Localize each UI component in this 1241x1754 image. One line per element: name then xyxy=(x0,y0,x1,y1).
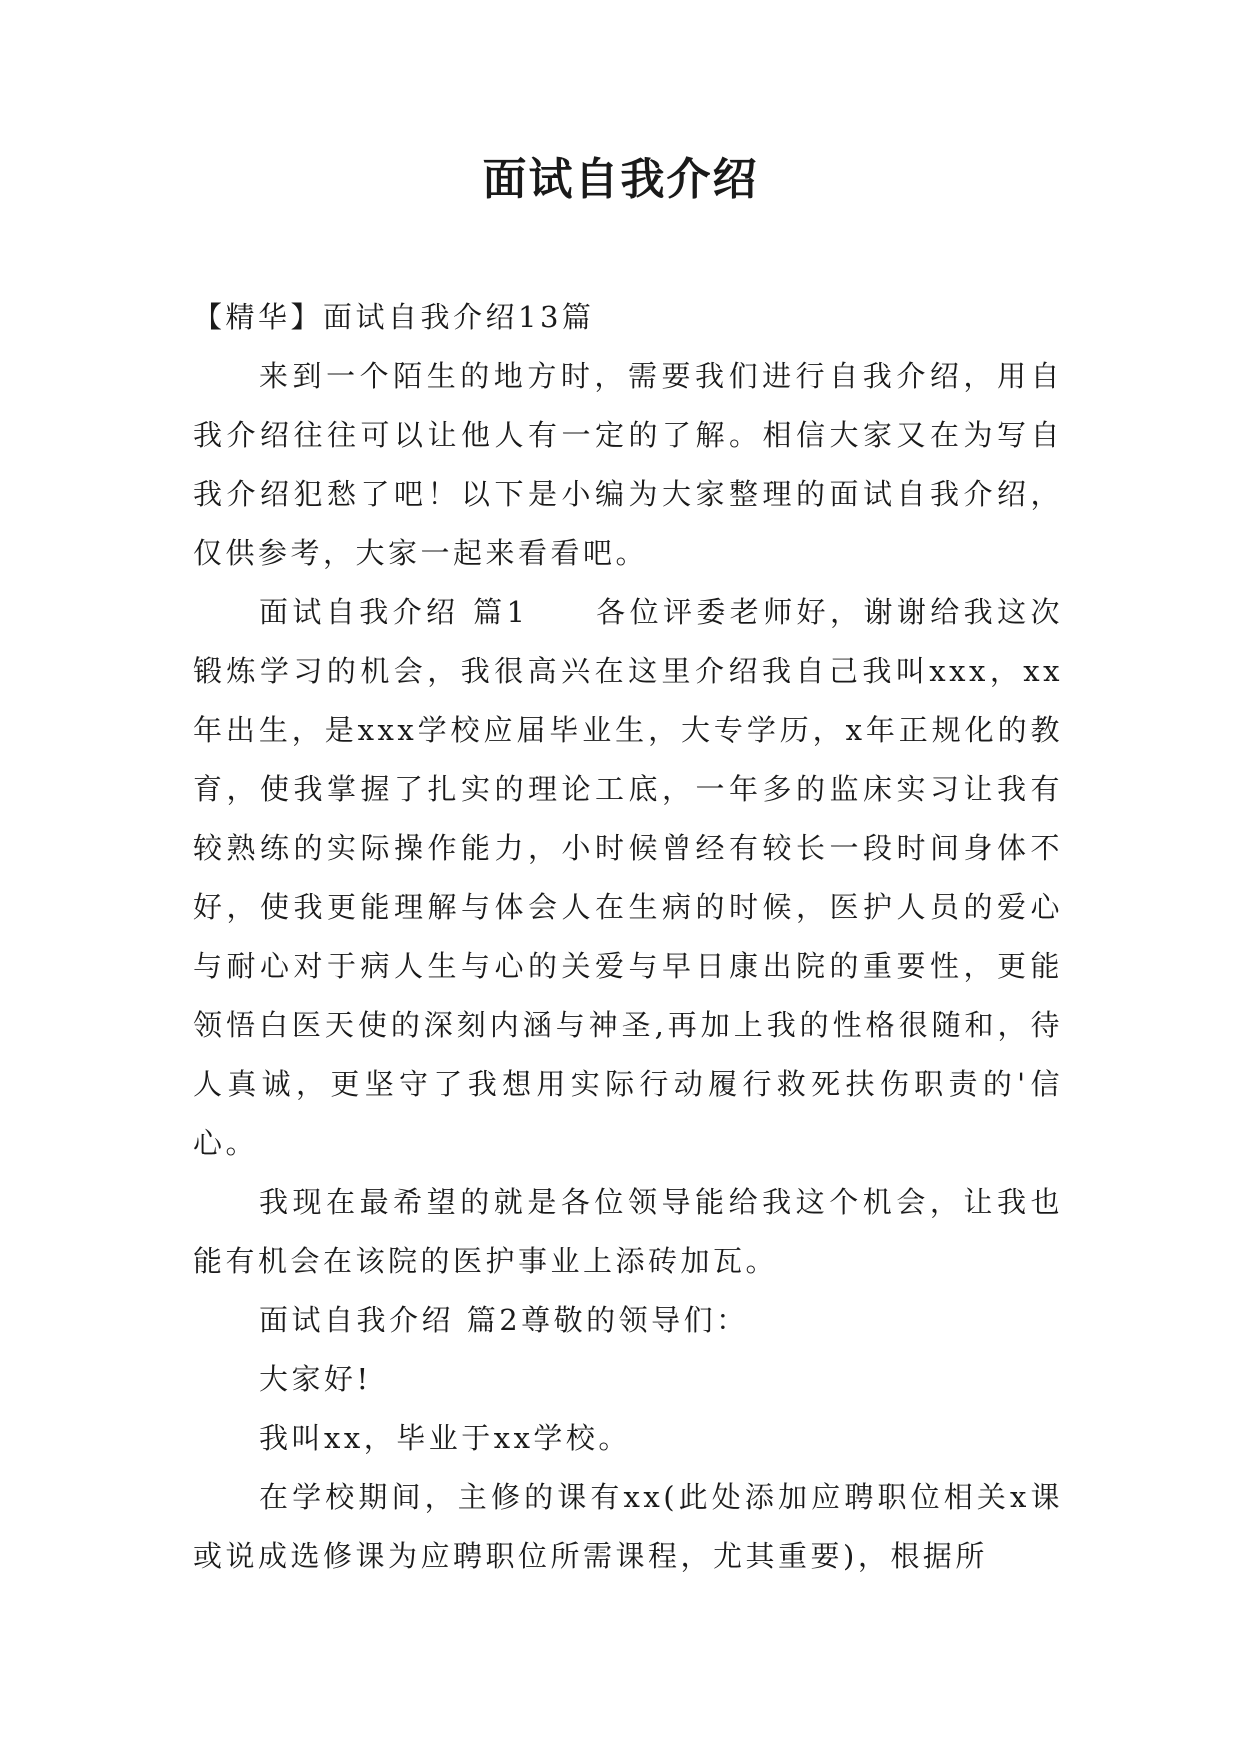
paragraph: 在学校期间，主修的课有xx(此处添加应聘职位相关x课或说成选修课为应聘职位所需课程，尤其重要)，根据所 xyxy=(193,1480,1063,1573)
paragraph: 面试自我介绍 篇2尊敬的领导们： xyxy=(259,1303,749,1337)
document-subtitle: 【精华】面试自我介绍13篇 xyxy=(193,300,595,334)
paragraph: 来到一个陌生的地方时，需要我们进行自我介绍，用自我介绍往往可以让他人有一定的了解。相信大家又在为写自我介绍犯愁了吧！以下是小编为大家整理的面试自我介绍，仅供参考，大家一起来看看吧。 xyxy=(193,359,1063,570)
document-body xyxy=(193,288,1063,1586)
paragraph: 面试自我介绍 篇1 各位评委老师好，谢谢给我这次锻炼学习的机会，我很高兴在这里介绍我自己我叫xxx，xx年出生，是xxx学校应届毕业生，大专学历，x年正规化的教育，使我掌握了扎实的理论工底，一年多的监床实习让我有较熟练的实际操作能力，小时候曾经有较长一段时间身体不好，使我更能理解与体会人在生病的时候，医护人员的爱心与耐心对于病人生与心的关爱与早日康出院的重要性，更能领悟白医天使的深刻内涵与神圣,再加上我的性格很随和，待人真诚，更坚守了我想用实际行动履行救死扶伤职责的'信心。 xyxy=(193,595,1063,1160)
paragraph: 我叫xx，毕业于xx学校。 xyxy=(259,1421,631,1455)
paragraph: 大家好! xyxy=(259,1362,372,1396)
document-title: 面试自我介绍 xyxy=(482,154,759,205)
paragraph: 我现在最希望的就是各位领导能给我这个机会，让我也能有机会在该院的医护事业上添砖加瓦。 xyxy=(193,1185,1063,1278)
